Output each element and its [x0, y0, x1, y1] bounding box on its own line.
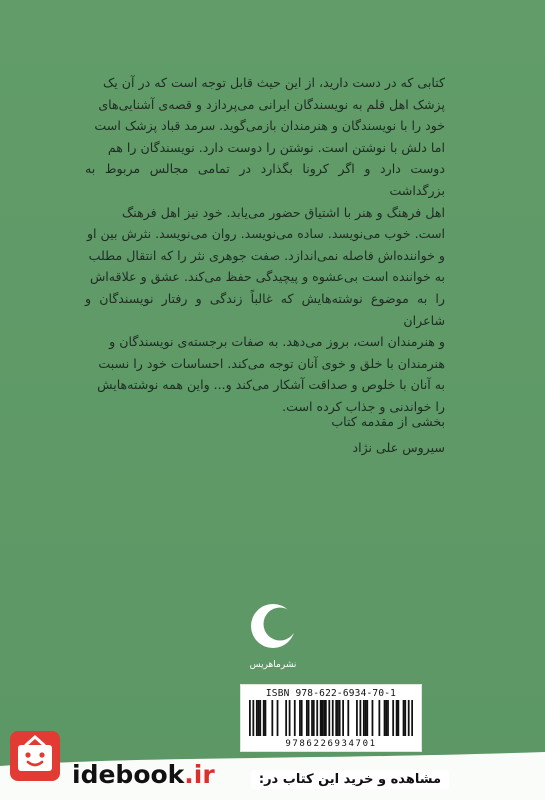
barcode-bar [306, 700, 308, 736]
barcode-bar [378, 700, 380, 736]
barcode-bar [337, 700, 339, 736]
barcode-bar [385, 700, 387, 736]
blurb-line: و هنرمندان است، بروز می‌دهد. به صفات برجسته‌ی نویسندگان و [109, 334, 445, 350]
barcode-bar [294, 700, 296, 736]
isbn-text: ISBN 978-622-6934-70-1 [265, 688, 397, 699]
barcode-bar [323, 700, 325, 736]
credit-author: سیروس علی نژاد [352, 440, 445, 455]
barcode-bar [252, 700, 254, 736]
barcode-bar [263, 700, 265, 736]
blurb-line: را خواندنی و جذاب کرده است. [282, 398, 445, 414]
barcode-bar [265, 700, 267, 736]
barcode-bar [411, 700, 413, 736]
blurb-line: اما دلش با نوشتن است. نوشتن را دوست دارد. نویسندگان را هم [107, 139, 445, 155]
site-name-suffix: .ir [184, 760, 215, 789]
barcode-bar [403, 700, 405, 736]
blurb-line: است. خوب می‌نویسد. ساده می‌نویسد. روان می‌نویسد. نثرش بین او [86, 226, 445, 242]
barcode-bar [332, 700, 334, 736]
site-name-prefix: idebook [72, 760, 185, 789]
blurb-line: به خواننده است بی‌عشوه و پیچیدگی حفظ می‌کند. عشق و علاقه‌اش [89, 269, 445, 285]
barcode-bar [342, 700, 344, 736]
blurb-line: پزشک اهل قلم به نویسندگان ایرانی می‌پردازد و قصه‌ی آشنایی‌های [98, 96, 445, 112]
barcode-bar [256, 700, 258, 736]
barcode-bar [320, 700, 322, 736]
barcode-bar [396, 700, 398, 736]
credit-source: بخشی از مقدمه کتاب [331, 414, 445, 429]
isbn-barcode [240, 684, 422, 752]
barcode-bar [325, 700, 327, 736]
barcode-bar [277, 700, 279, 736]
barcode-bar [271, 700, 273, 736]
barcode-bar [335, 700, 337, 736]
blurb-line: و خواننده‌اش فاصله نمی‌اندازد. صفت جوهری نثر را که انتقال مطلب [88, 247, 445, 263]
barcode-bar [365, 700, 367, 736]
barcode-bar [363, 700, 365, 736]
barcode-bar [359, 700, 361, 736]
barcode-bar [392, 700, 394, 736]
blurb-line: دوست دارد و اگر کرونا بگذارد در تمامی مجالس مربوط به بزرگداشت [85, 161, 445, 198]
barcode-bar [289, 700, 291, 736]
publisher-name: نشرماهریس [249, 660, 297, 670]
gift-box-icon [4, 723, 68, 787]
barcode-bars [249, 700, 413, 736]
barcode-bar [356, 700, 358, 736]
barcode-bar [308, 700, 310, 736]
barcode-bar [397, 700, 399, 736]
blurb-line: را به موضوع نوشته‌هایش که غالباً زندگی و رفتار نویسندگان و شاعران [85, 290, 445, 328]
barcode-bar [258, 700, 260, 736]
barcode-bar [384, 700, 386, 736]
barcode-bar [339, 700, 341, 736]
barcode-bar [285, 700, 287, 736]
blurb-line: به آنان با خلوص و صداقت آشکار می‌کند و... واین همه نوشته‌هایش [97, 377, 445, 393]
blurb-line: اهل فرهنگ و هنر با اشتیاق حضور می‌یابد. خود نیز اهل فرهنگ [122, 204, 445, 220]
blurb-line: هنرمندان با خلق و خوی آنان توجه می‌کند. احساسات خود را نسبت [98, 355, 445, 371]
barcode-bar [372, 700, 374, 736]
barcode-bar [301, 700, 303, 736]
barcode-bar [259, 700, 261, 736]
barcode-bar [249, 700, 251, 736]
barcode-bar [347, 700, 349, 736]
barcode-bar [328, 700, 330, 736]
barcode-bar [408, 700, 410, 736]
crescent-moon-logo [249, 600, 297, 662]
blurb-line: خود را با نویسندگان و هنرمندان بازمی‌گوید. سرمد قباد پزشک است [94, 118, 445, 134]
barcode-bar [311, 700, 313, 736]
blurb-text [85, 72, 445, 418]
barcode-bar [404, 700, 406, 736]
blurb-line: کتابی که در دست دارید، از این حیث قابل توجه است که در آن یک [103, 75, 445, 90]
ad-caption: مشاهده و خرید این کتاب در: [251, 770, 449, 789]
barcode-bar [366, 700, 368, 736]
barcode-bar [322, 700, 324, 736]
ad-site-link[interactable] [72, 760, 215, 789]
ean-digits: 9786226934701 [285, 739, 377, 749]
barcode-bar [316, 700, 318, 736]
barcode-bar [313, 700, 315, 736]
barcode-bar [387, 700, 389, 736]
barcode-bar [299, 700, 301, 736]
